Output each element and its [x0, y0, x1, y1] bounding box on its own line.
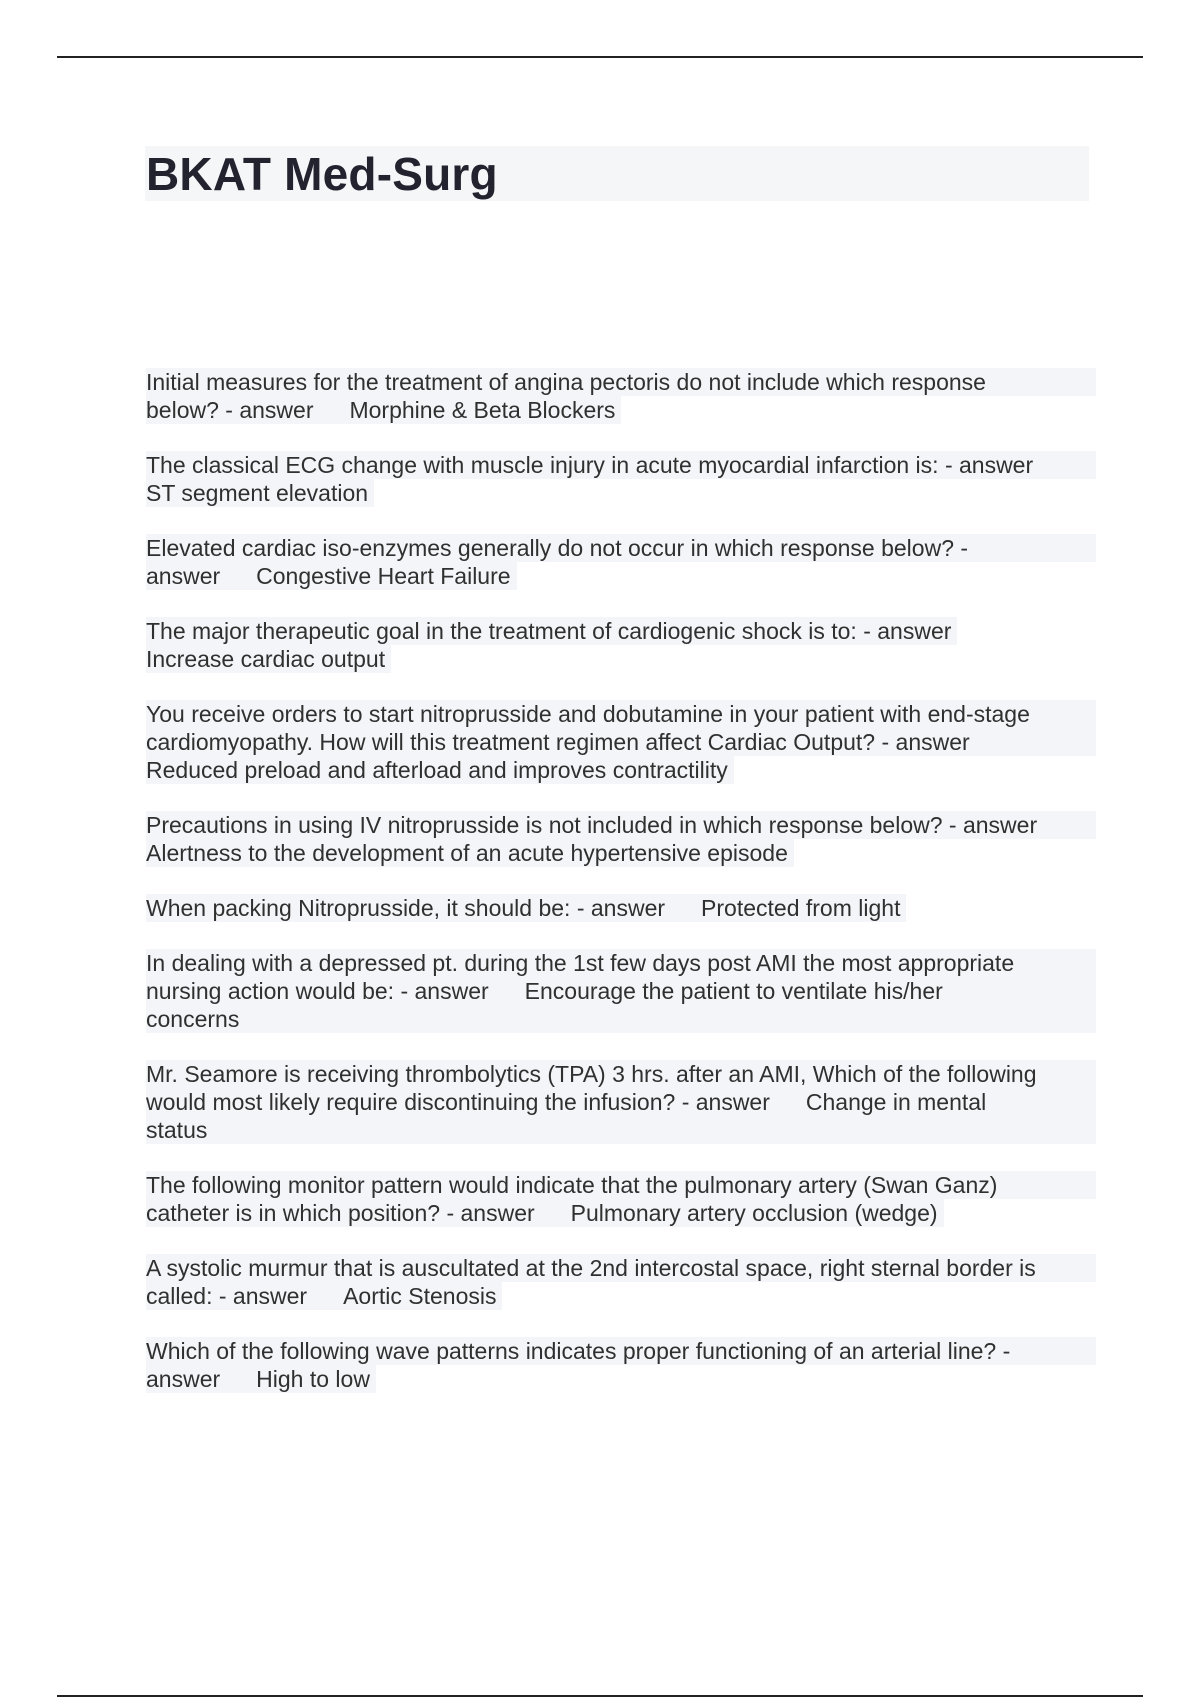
question-text: below? — [146, 397, 219, 423]
question-text: Precautions in using IV nitroprusside is not included in which response below? — [146, 812, 943, 838]
answer-line — [146, 1005, 1096, 1033]
answer-marker: - answer — [400, 978, 489, 1004]
question-line — [146, 977, 1096, 1005]
top-rule — [57, 56, 1143, 58]
qa-item — [146, 949, 1096, 1033]
answer-text: Alertness to the development of an acute hypertensive episode — [146, 840, 788, 866]
question-line — [146, 811, 1096, 839]
answer-text: Pulmonary artery occlusion (wedge) — [570, 1200, 938, 1226]
question-line — [146, 1254, 1096, 1282]
question-line — [146, 396, 621, 424]
answer-marker: - answer — [944, 452, 1034, 478]
answer-text: Change in mental — [805, 1089, 987, 1115]
qa-item — [146, 534, 1096, 590]
question-line — [146, 1171, 1096, 1199]
answer-marker: - answer — [225, 397, 314, 423]
answer-text: Increase cardiac output — [146, 646, 386, 672]
question-line — [146, 728, 1096, 756]
question-text: The classical ECG change with muscle injury in acute myocardial infarction is: — [146, 452, 939, 478]
answer-line — [146, 479, 374, 507]
answer-text: Protected from light — [701, 895, 901, 921]
question-text: A systolic murmur that is auscultated at the 2nd intercostal space, right sternal border is — [146, 1255, 1036, 1281]
question-text: The following monitor pattern would indicate that the pulmonary artery (Swan Ganz) — [146, 1172, 998, 1198]
question-text: Which of the following wave patterns indicates proper functioning of an arterial line? - — [146, 1338, 1011, 1364]
question-line — [146, 1337, 1096, 1365]
answer-text: Encourage the patient to ventilate his/her — [524, 978, 943, 1004]
question-text: called: — [146, 1283, 213, 1309]
question-line — [146, 1365, 376, 1393]
qa-item — [146, 1254, 1096, 1310]
qa-item — [146, 451, 1096, 507]
question-line — [146, 562, 517, 590]
question-line — [146, 1199, 944, 1227]
question-text: cardiomyopathy. How will this treatment regimen affect Cardiac Output? — [146, 729, 876, 755]
qa-item — [146, 811, 1096, 867]
question-text: answer — [146, 563, 221, 589]
question-text: would most likely require discontinuing the infusion? — [146, 1089, 676, 1115]
question-line — [146, 894, 906, 922]
question-text: The major therapeutic goal in the treatment of cardiogenic shock is to: — [146, 618, 857, 644]
answer-text: status — [146, 1117, 208, 1143]
qa-item — [146, 1171, 1096, 1227]
question-text: answer — [146, 1366, 221, 1392]
qa-item — [146, 700, 1096, 784]
answer-text: Morphine & Beta Blockers — [349, 397, 616, 423]
question-text: When packing Nitroprusside, it should be: — [146, 895, 571, 921]
question-text: Elevated cardiac iso-enzymes generally do not occur in which response below? - — [146, 535, 969, 561]
answer-marker: - answer — [881, 729, 970, 755]
question-text: You receive orders to start nitroprusside and dobutamine in your patient with end-stage — [146, 701, 1030, 727]
answer-marker: - answer — [218, 1283, 308, 1309]
answer-text: ST segment elevation — [146, 480, 369, 506]
answer-marker: - answer — [681, 1089, 770, 1115]
answer-marker: - answer — [576, 895, 666, 921]
question-line — [146, 700, 1096, 728]
question-line — [146, 617, 957, 645]
question-text: Initial measures for the treatment of angina pectoris do not include which response — [146, 369, 986, 395]
answer-marker: - answer — [863, 618, 952, 644]
qa-item — [146, 617, 1096, 673]
question-line — [146, 534, 1096, 562]
qa-list — [146, 368, 1096, 1420]
question-text: Mr. Seamore is receiving thrombolytics (TPA) 3 hrs. after an AMI, Which of the following — [146, 1061, 1037, 1087]
question-line — [146, 949, 1096, 977]
question-line — [146, 1060, 1096, 1088]
question-line — [146, 1282, 502, 1310]
answer-line — [146, 839, 794, 867]
answer-text: concerns — [146, 1006, 240, 1032]
answer-line — [146, 756, 734, 784]
bottom-rule — [57, 1695, 1143, 1697]
answer-line — [146, 1116, 1096, 1144]
qa-item — [146, 894, 1096, 922]
answer-text: Reduced preload and afterload and improves contractility — [146, 757, 728, 783]
qa-item — [146, 1337, 1096, 1393]
qa-item — [146, 368, 1096, 424]
qa-item — [146, 1060, 1096, 1144]
answer-line — [146, 645, 391, 673]
question-line — [146, 451, 1096, 479]
question-text: nursing action would be: — [146, 978, 395, 1004]
answer-marker: - answer — [948, 812, 1038, 838]
answer-text: Congestive Heart Failure — [256, 563, 511, 589]
question-text: catheter is in which position? — [146, 1200, 441, 1226]
question-text: In dealing with a depressed pt. during the 1st few days post AMI the most appropriate — [146, 950, 1015, 976]
question-line — [146, 1088, 1096, 1116]
answer-text: Aortic Stenosis — [343, 1283, 497, 1309]
answer-text: High to low — [256, 1366, 370, 1392]
question-line — [146, 368, 1096, 396]
document-title: BKAT Med-Surg — [146, 148, 498, 200]
answer-marker: - answer — [446, 1200, 535, 1226]
